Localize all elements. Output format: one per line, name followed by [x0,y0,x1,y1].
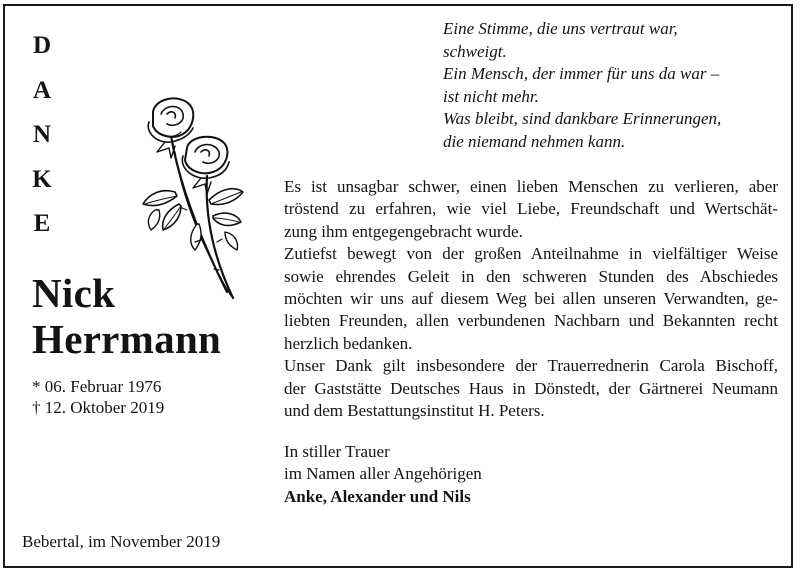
first-name: Nick [32,270,116,316]
message-line: tröstend zu erfahren, wie viel Liebe, Freundschaft und Wertschät- [284,199,778,219]
message-line: Zutiefst bewegt von der großen Anteilnahme in vielfältiger Weise [284,244,778,264]
birth-date: * 06. Februar 1976 [32,377,162,396]
poem-line: Eine Stimme, die uns vertraut war, [443,19,678,38]
message-line: Es ist unsagbar schwer, einen lieben Menschen zu verlieren, aber [284,177,778,196]
signature-line: im Namen aller Angehörigen [284,464,482,484]
poem-line: Was bleibt, sind dankbare Erinnerungen, [443,109,722,128]
message-line: herzlich bedanken. [284,333,413,353]
poem-line: schweigt. [443,41,507,61]
message-line: Unser Dank gilt insbesondere der Trauerrednerin Carola Bischoff, [284,356,778,376]
message-line: liebten Freunden, allen verbundenen Nachbarn und Bekannten recht [284,311,778,331]
signature-names: Anke, Alexander und Nils [284,486,471,506]
danke-letter: A [32,76,52,104]
last-name: Herrmann [32,316,222,362]
poem [443,18,783,153]
place-date: Bebertal, im November 2019 [22,532,221,551]
death-date: † 12. Oktober 2019 [32,398,165,417]
message-line: und dem Bestattungsinstitut H. Peters. [284,401,545,421]
danke-letter: D [32,32,52,59]
message-line: sowie ehrendes Geleit in den schweren Stunden des Abschiedes [284,266,778,286]
danke-letter: N [32,121,52,148]
signature [284,441,482,508]
message-line: möchten wir uns auf diesem Weg bei allen unseren Verwandten, ge- [284,289,778,309]
message-line: der Gaststätte Deutsches Haus in Dönstedt, der Gärtnerei Neumann [284,378,778,398]
message-line: zung ihm entgegengebracht wurde. [284,221,523,241]
signature-line: In stiller Trauer [284,442,390,461]
danke-heading [30,24,54,247]
deceased-name [32,270,221,362]
danke-letter: K [32,165,52,193]
poem-line: die niemand nehmen kann. [443,131,626,151]
poem-line: ist nicht mehr. [443,86,539,106]
life-dates [32,376,164,418]
thank-you-message [284,176,778,422]
danke-letter: E [33,210,51,237]
poem-line: Ein Mensch, der immer für uns da war – [443,64,720,83]
